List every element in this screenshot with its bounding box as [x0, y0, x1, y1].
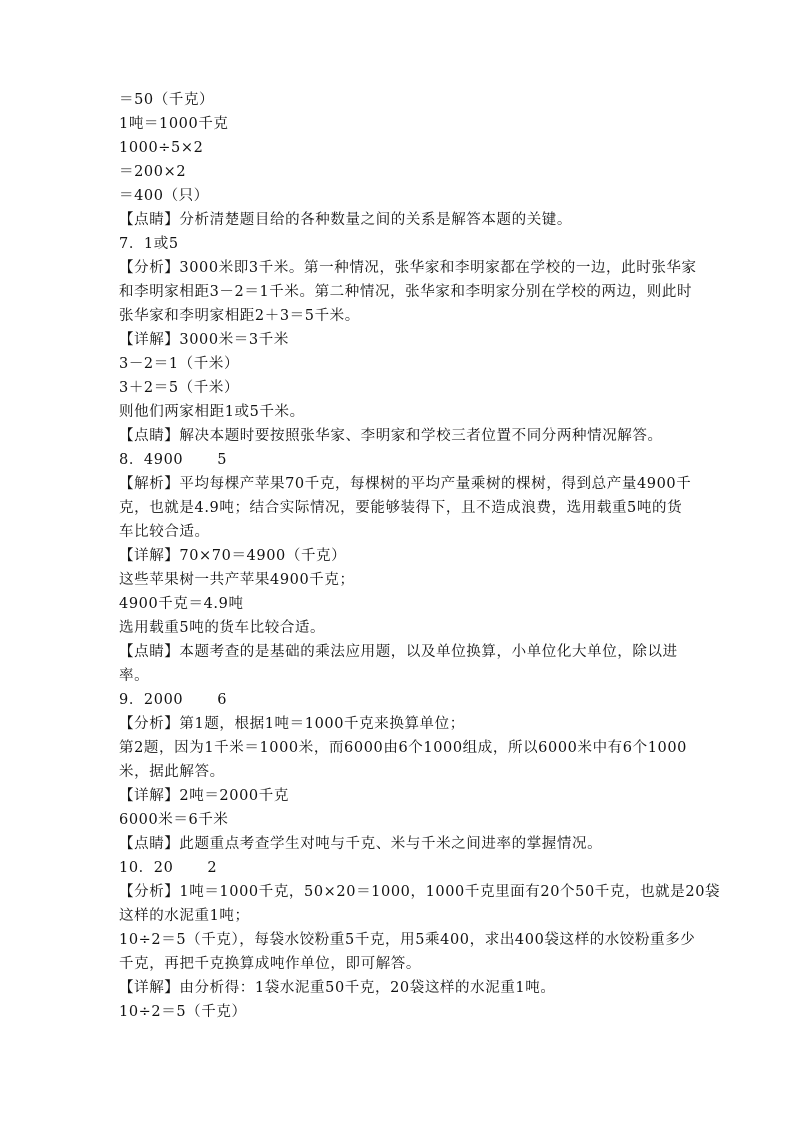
text-line: 1000÷5×2 — [119, 140, 204, 156]
text-line: 选用载重5吨的货车比较合适。 — [119, 620, 326, 636]
text-line: 【点睛】本题考查的是基础的乘法应用题，以及单位换算，小单位化大单位，除以进 — [119, 644, 678, 660]
text-line: 千克，再把千克换算成吨作单位，即可解答。 — [119, 956, 421, 972]
text-line: 3－2＝1（千米） — [119, 356, 240, 372]
text-line: 【详解】70×70＝4900（千克） — [119, 548, 347, 564]
text-line: ＝50（千克） — [119, 92, 215, 108]
text-line: 克，也就是4.9吨；结合实际情况，要能够装得下，且不造成浪费，选用载重5吨的货 — [119, 500, 683, 516]
text-line: 则他们两家相距1或5千米。 — [119, 404, 305, 420]
text-line: 这样的水泥重1吨； — [119, 908, 250, 924]
answer-part: 2 — [207, 860, 218, 876]
text-line: 4900千克＝4.9吨 — [119, 596, 244, 612]
question-heading — [119, 856, 684, 880]
text-line: 3＋2＝5（千米） — [119, 380, 240, 396]
question-heading: 7．1或5 — [119, 236, 179, 252]
text-line: 6000米＝6千米 — [119, 812, 229, 828]
answer-part: 6 — [217, 692, 228, 708]
text-line: ＝200×2 — [119, 164, 187, 180]
text-line: 【解析】平均每棵产苹果70千克，每棵树的平均产量乘树的棵树，得到总产量4900千 — [119, 476, 692, 492]
text-line: 率。 — [119, 668, 150, 684]
document-body — [119, 88, 721, 1024]
text-line: 米，据此解答。 — [119, 764, 225, 780]
question-heading — [119, 688, 684, 712]
text-line: 第2题，因为1千米＝1000米，而6000由6个1000组成，所以6000米中有6个1000 — [119, 740, 688, 756]
text-line: 这些苹果树一共产苹果4900千克； — [119, 572, 355, 588]
text-line: 1吨＝1000千克 — [119, 116, 229, 132]
text-line: 【分析】第1题，根据1吨＝1000千克来换算单位； — [119, 716, 465, 732]
text-line: 和李明家相距3－2＝1千米。第二种情况，张华家和李明家分别在学校的两边，则此时 — [119, 284, 693, 300]
text-line: 【详解】3000米＝3千米 — [119, 332, 289, 348]
text-line: 【分析】1吨＝1000千克，50×20＝1000，1000千克里面有20个50千克，也就是20袋 — [119, 884, 721, 900]
answer-part: 10．20 — [119, 860, 174, 876]
text-line: 10÷2＝5（千克） — [119, 1004, 247, 1020]
text-line: 【详解】2吨＝2000千克 — [119, 788, 289, 804]
text-line: 车比较合适。 — [119, 524, 210, 540]
question-heading — [119, 448, 684, 472]
text-line: 10÷2＝5（千克），每袋水饺粉重5千克，用5乘400，求出400袋这样的水饺粉重多少 — [119, 932, 696, 948]
text-line: 【点睛】此题重点考查学生对吨与千克、米与千米之间进率的掌握情况。 — [119, 836, 603, 852]
text-line: ＝400（只） — [119, 188, 209, 204]
text-line: 张华家和李明家相距2＋3＝5千米。 — [119, 308, 360, 324]
text-line: 【分析】3000米即3千米。第一种情况，张华家和李明家都在学校的一边，此时张华家 — [119, 260, 697, 276]
text-line: 【详解】由分析得：1袋水泥重50千克，20袋这样的水泥重1吨。 — [119, 980, 556, 996]
text-line: 【点睛】解决本题时要按照张华家、李明家和学校三者位置不同分两种情况解答。 — [119, 428, 663, 444]
answer-part: 8．4900 — [119, 452, 184, 468]
answer-part: 9．2000 — [119, 692, 184, 708]
answer-part: 5 — [217, 452, 228, 468]
text-line: 【点睛】分析清楚题目给的各种数量之间的关系是解答本题的关键。 — [119, 212, 572, 228]
